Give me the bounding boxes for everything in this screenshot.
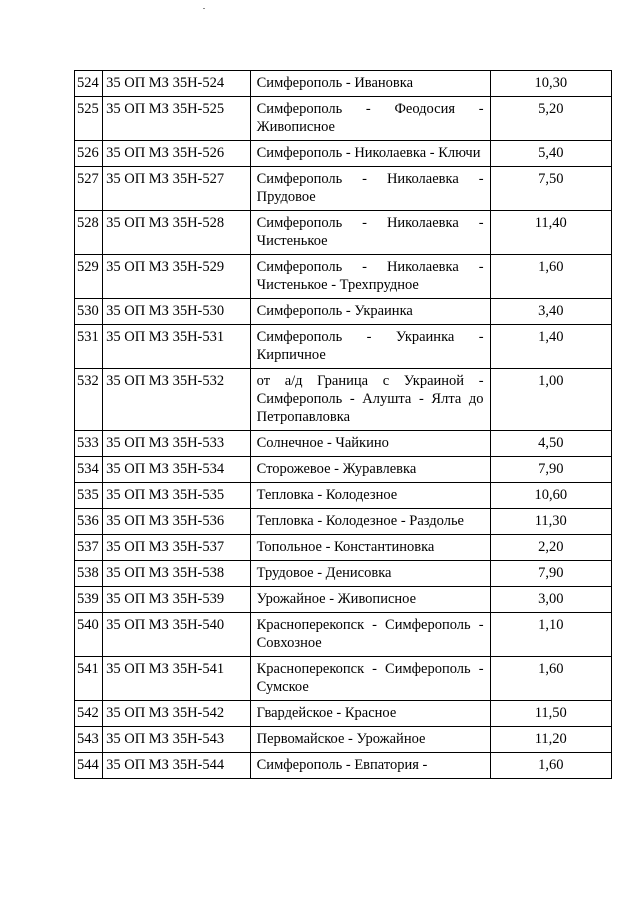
road-length: 10,60 (490, 483, 611, 509)
road-length: 11,50 (490, 701, 611, 727)
table-row (75, 255, 612, 299)
table-row (75, 727, 612, 753)
table-row (75, 535, 612, 561)
road-length: 11,30 (490, 509, 611, 535)
row-number: 528 (75, 211, 103, 255)
row-number: 537 (75, 535, 103, 561)
road-length: 7,90 (490, 561, 611, 587)
road-name: Топольное - Константиновка (250, 535, 490, 561)
roads-table (74, 70, 612, 779)
road-length: 11,20 (490, 727, 611, 753)
road-name: Гвардейское - Красное (250, 701, 490, 727)
row-number: 524 (75, 71, 103, 97)
table-row (75, 457, 612, 483)
road-name: Симферополь - Украинка (250, 299, 490, 325)
road-id: 35 ОП МЗ 35Н-527 (103, 167, 251, 211)
row-number: 525 (75, 97, 103, 141)
road-name: Симферополь - Феодосия - Живописное (250, 97, 490, 141)
row-number: 539 (75, 587, 103, 613)
table-row (75, 71, 612, 97)
row-number: 536 (75, 509, 103, 535)
road-name: Тепловка - Колодезное (250, 483, 490, 509)
road-name: Трудовое - Денисовка (250, 561, 490, 587)
road-name: Красноперекопск - Симферополь - Совхозное (250, 613, 490, 657)
table-row (75, 299, 612, 325)
road-name: Урожайное - Живописное (250, 587, 490, 613)
road-name: Симферополь - Евпатория - (250, 753, 490, 779)
row-number: 529 (75, 255, 103, 299)
road-id: 35 ОП МЗ 35Н-525 (103, 97, 251, 141)
row-number: 535 (75, 483, 103, 509)
table-row (75, 431, 612, 457)
road-length: 10,30 (490, 71, 611, 97)
road-name: Симферополь - Николаевка - Ключи (250, 141, 490, 167)
road-id: 35 ОП МЗ 35Н-524 (103, 71, 251, 97)
road-length: 1,40 (490, 325, 611, 369)
row-number: 532 (75, 369, 103, 431)
table-row (75, 561, 612, 587)
road-id: 35 ОП МЗ 35Н-543 (103, 727, 251, 753)
table-row (75, 325, 612, 369)
road-id: 35 ОП МЗ 35Н-534 (103, 457, 251, 483)
table-row (75, 613, 612, 657)
road-length: 11,40 (490, 211, 611, 255)
road-length: 1,60 (490, 657, 611, 701)
row-number: 544 (75, 753, 103, 779)
road-length: 1,60 (490, 753, 611, 779)
row-number: 533 (75, 431, 103, 457)
road-name: Симферополь - Ивановка (250, 71, 490, 97)
road-id: 35 ОП МЗ 35Н-544 (103, 753, 251, 779)
road-id: 35 ОП МЗ 35Н-535 (103, 483, 251, 509)
road-length: 5,40 (490, 141, 611, 167)
road-id: 35 ОП МЗ 35Н-531 (103, 325, 251, 369)
road-id: 35 ОП МЗ 35Н-538 (103, 561, 251, 587)
road-id: 35 ОП МЗ 35Н-530 (103, 299, 251, 325)
road-id: 35 ОП МЗ 35Н-529 (103, 255, 251, 299)
road-id: 35 ОП МЗ 35Н-540 (103, 613, 251, 657)
scan-speck (203, 8, 205, 9)
row-number: 530 (75, 299, 103, 325)
road-name: Симферополь - Николаевка - Чистенькое - Трехпрудное (250, 255, 490, 299)
row-number: 543 (75, 727, 103, 753)
road-id: 35 ОП МЗ 35Н-528 (103, 211, 251, 255)
road-length: 7,50 (490, 167, 611, 211)
row-number: 526 (75, 141, 103, 167)
road-name: Симферополь - Николаевка - Чистенькое (250, 211, 490, 255)
road-length: 2,20 (490, 535, 611, 561)
road-length: 1,10 (490, 613, 611, 657)
road-id: 35 ОП МЗ 35Н-532 (103, 369, 251, 431)
road-name: Сторожевое - Журавлевка (250, 457, 490, 483)
row-number: 534 (75, 457, 103, 483)
road-id: 35 ОП МЗ 35Н-541 (103, 657, 251, 701)
table-row (75, 141, 612, 167)
row-number: 540 (75, 613, 103, 657)
table-row (75, 97, 612, 141)
road-name: Симферополь - Николаевка - Прудовое (250, 167, 490, 211)
table-row (75, 369, 612, 431)
road-length: 7,90 (490, 457, 611, 483)
road-name: Тепловка - Колодезное - Раздолье (250, 509, 490, 535)
road-name: от а/д Граница с Украиной - Симферополь - Алушта - Ялта до Петропавловка (250, 369, 490, 431)
table-row (75, 587, 612, 613)
road-name: Солнечное - Чайкино (250, 431, 490, 457)
road-id: 35 ОП МЗ 35Н-533 (103, 431, 251, 457)
table-row (75, 483, 612, 509)
table-row (75, 167, 612, 211)
road-name: Симферополь - Украинка - Кирпичное (250, 325, 490, 369)
road-id: 35 ОП МЗ 35Н-542 (103, 701, 251, 727)
road-id: 35 ОП МЗ 35Н-526 (103, 141, 251, 167)
road-id: 35 ОП МЗ 35Н-537 (103, 535, 251, 561)
table-row (75, 657, 612, 701)
row-number: 531 (75, 325, 103, 369)
road-length: 1,00 (490, 369, 611, 431)
road-id: 35 ОП МЗ 35Н-536 (103, 509, 251, 535)
row-number: 542 (75, 701, 103, 727)
table-row (75, 509, 612, 535)
road-name: Первомайское - Урожайное (250, 727, 490, 753)
row-number: 541 (75, 657, 103, 701)
table-row (75, 753, 612, 779)
row-number: 527 (75, 167, 103, 211)
row-number: 538 (75, 561, 103, 587)
road-length: 4,50 (490, 431, 611, 457)
road-length: 3,40 (490, 299, 611, 325)
table-row (75, 701, 612, 727)
road-name: Красноперекопск - Симферополь - Сумское (250, 657, 490, 701)
table-row (75, 211, 612, 255)
road-id: 35 ОП МЗ 35Н-539 (103, 587, 251, 613)
road-length: 3,00 (490, 587, 611, 613)
road-length: 1,60 (490, 255, 611, 299)
road-length: 5,20 (490, 97, 611, 141)
